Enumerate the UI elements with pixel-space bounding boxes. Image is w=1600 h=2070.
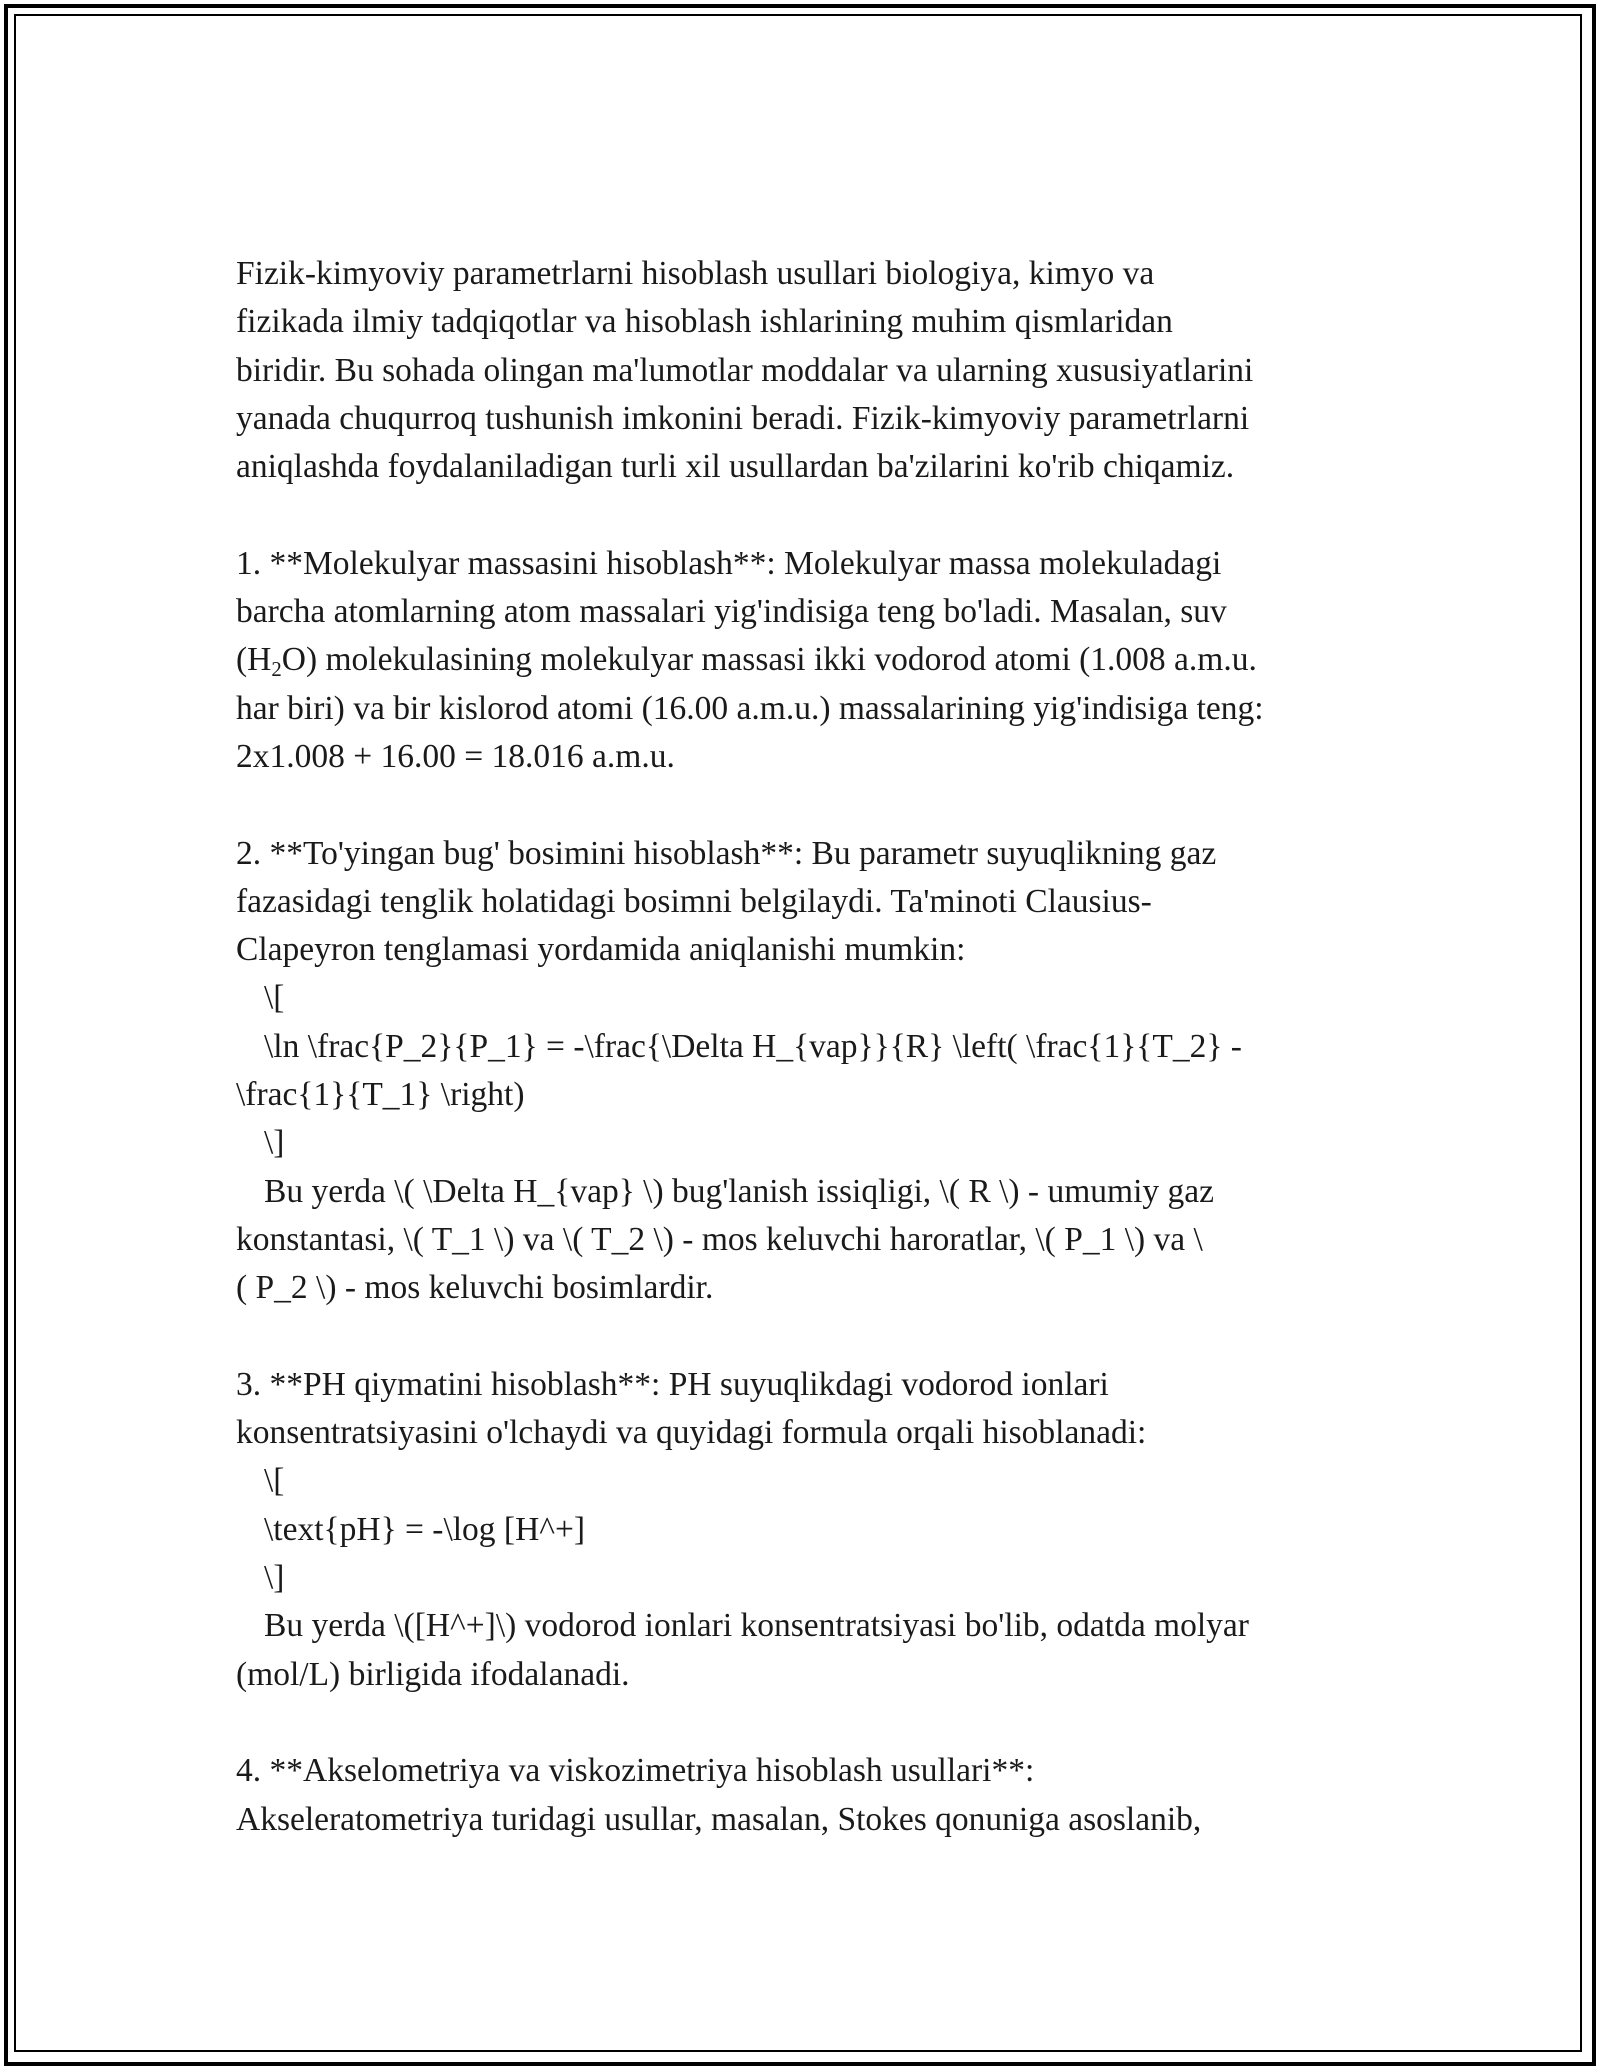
section-vapor-pressure	[236, 830, 1396, 1313]
text-line: 2. **To'yingan bug' bosimini hisoblash**: Bu parametr suyuqlikning gaz	[236, 834, 1217, 872]
formula-line: \text{pH} = -\log [H^+]	[264, 1510, 586, 1548]
text-line: har biri) va bir kislorod atomi (16.00 a.m.u.) massalarining yig'indisiga teng:	[236, 689, 1264, 727]
text-line: (mol/L) birligida ifodalanadi.	[236, 1655, 630, 1693]
formula-line: \]	[264, 1124, 285, 1162]
document-body	[236, 250, 1396, 1844]
section-viscometry	[236, 1747, 1396, 1844]
text-line: aniqlashda foydalaniladigan turli xil usullardan ba'zilarini ko'rib chiqamiz.	[236, 448, 1235, 486]
text-line: 3. **PH qiymatini hisoblash**: PH suyuqlikdagi vodorod ionlari	[236, 1365, 1109, 1403]
text-line: konstantasi, \( T_1 \) va \( T_2 \) - mos keluvchi haroratlar, \( P_1 \) va \	[236, 1220, 1203, 1258]
section-ph	[236, 1361, 1396, 1699]
formula-line: \ln \frac{P_2}{P_1} = -\frac{\Delta H_{vap}}{R} \left( \frac{1}{T_2} -	[264, 1027, 1242, 1065]
text-line: yanada chuqurroq tushunish imkonini beradi. Fizik-kimyoviy parametrlarni	[236, 399, 1250, 437]
paragraph-gap	[236, 491, 1396, 539]
text-line: Akseleratometriya turidagi usullar, masalan, Stokes qonuniga asoslanib,	[236, 1800, 1202, 1838]
intro-paragraph	[236, 250, 1396, 491]
text-line: ( P_2 \) - mos keluvchi bosimlardir.	[236, 1269, 714, 1307]
text-fragment: (H	[236, 641, 272, 679]
formula-line: \]	[264, 1559, 285, 1597]
text-line: Fizik-kimyoviy parametrlarni hisoblash usullari biologiya, kimyo va	[236, 255, 1155, 292]
text-line: fazasidagi tenglik holatidagi bosimni belgilaydi. Ta'minoti Clausius-	[236, 882, 1152, 920]
text-line-water-formula	[236, 636, 1396, 684]
text-line: Bu yerda \([H^+]\) vodorod ionlari konsentratsiyasi bo'lib, odatda molyar	[264, 1607, 1249, 1645]
section-molecular-mass	[236, 540, 1396, 781]
text-line: biridir. Bu sohada olingan ma'lumotlar moddalar va ularning xususiyatlarini	[236, 351, 1254, 389]
text-line: barcha atomlarning atom massalari yig'indisiga teng bo'ladi. Masalan, suv	[236, 593, 1227, 631]
formula-line: \[	[264, 1462, 285, 1500]
text-line: 1. **Molekulyar massasini hisoblash**: Molekulyar massa molekuladagi	[236, 544, 1222, 582]
text-fragment: O) molekulasining molekulyar massasi ikki vodorod atomi (1.008 a.m.u.	[281, 641, 1257, 679]
paragraph-gap	[236, 1699, 1396, 1747]
paragraph-gap	[236, 781, 1396, 829]
text-line: Bu yerda \( \Delta H_{vap} \) bug'lanish issiqligi, \( R \) - umumiy gaz	[264, 1172, 1214, 1210]
text-line: 4. **Akselometriya va viskozimetriya hisoblash usullari**:	[236, 1752, 1035, 1790]
text-line: Clapeyron tenglamasi yordamida aniqlanishi mumkin:	[236, 931, 966, 969]
formula-line: \frac{1}{T_1} \right)	[236, 1076, 525, 1114]
text-line: 2x1.008 + 16.00 = 18.016 a.m.u.	[236, 737, 675, 775]
paragraph-gap	[236, 1313, 1396, 1361]
text-line: fizikada ilmiy tadqiqotlar va hisoblash ishlarining muhim qismlaridan	[236, 303, 1173, 341]
text-line: konsentratsiyasini o'lchaydi va quyidagi formula orqali hisoblanadi:	[236, 1414, 1147, 1452]
formula-line: \[	[264, 979, 285, 1017]
subscript: 2	[271, 658, 282, 682]
